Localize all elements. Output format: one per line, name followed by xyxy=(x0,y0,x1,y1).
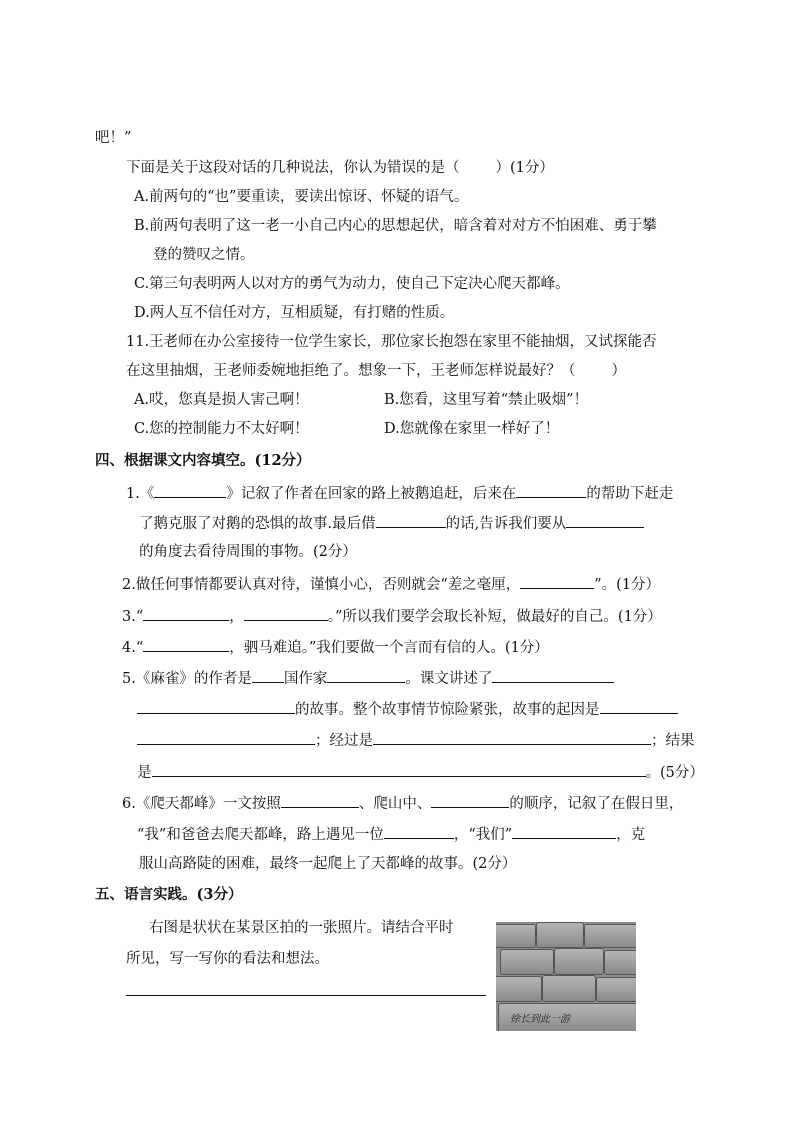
s4-item1-line1: 1.《 》记叙了作者在回家的路上被鹅追赶，后来在 的帮助下赶走 xyxy=(126,482,673,504)
blank-field[interactable] xyxy=(281,792,359,808)
q11-option-d: D.您就像在家里一样好了！ xyxy=(384,421,560,437)
s4-item1-line2: 了鹅克服了对鹅的恐惧的故事.最后借 的话,告诉我们要从 xyxy=(139,512,644,534)
blank-field[interactable] xyxy=(244,605,328,621)
q11-option-a: A.哎，您真是损人害己啊！ xyxy=(134,392,309,408)
blank-field[interactable] xyxy=(600,698,678,714)
blank-field[interactable] xyxy=(566,512,644,528)
q10-option-c: C.第三句表明两人以对方的勇气为动力，使自己下定决心爬天都峰。 xyxy=(134,276,570,292)
s4-item5-line3: ；经过是 ；结果 xyxy=(137,729,695,751)
q10-stem: 下面是关于这段对话的几种说法，你认为错误的是（ ）(1分） xyxy=(126,160,554,176)
blank-field[interactable] xyxy=(327,667,405,683)
blank-field[interactable] xyxy=(143,636,229,652)
brick xyxy=(584,924,636,948)
s4-item2: 2.做任何事情都要认真对待，谨慎小心，否则就会“差之毫厘， ”。(1分） xyxy=(122,573,660,595)
s5-prompt-line1: 右图是状状在某景区拍的一张照片。请结合平时 xyxy=(149,920,454,936)
s5-prompt-line2: 所见，写一写你的看法和想法。 xyxy=(126,951,329,967)
brick xyxy=(496,924,536,948)
brick xyxy=(596,977,636,1002)
q11-stem-line2: 在这里抽烟，王老师委婉地拒绝了。想象一下，王老师怎样说最好？（ ） xyxy=(126,363,626,379)
s4-item1-line3: 的角度去看待周围的事物。(2分） xyxy=(139,544,357,560)
brick xyxy=(542,975,596,1002)
s4-item5-line2: 的故事。整个故事情节惊险紧张，故事的起因是 xyxy=(137,698,678,720)
photo-graffiti-text: 徐长到此一游 xyxy=(510,1014,570,1025)
brick xyxy=(604,950,636,975)
q11-stem-line1: 11.王老师在办公室接待一位学生家长，那位家长抱怨在家里不能抽烟，又试探能否 xyxy=(126,334,657,350)
top-fragment: 吧！” xyxy=(95,130,132,146)
blank-field[interactable] xyxy=(376,512,446,528)
q11-option-b: B.您看，这里写着“禁止吸烟”！ xyxy=(384,392,589,408)
blank-field[interactable] xyxy=(512,823,616,839)
s4-item4: 4.“ ，驷马难追。”我们要做一个言而有信的人。(1分） xyxy=(122,636,549,658)
blank-field[interactable] xyxy=(137,729,315,745)
brick xyxy=(500,949,554,975)
blank-field[interactable] xyxy=(152,761,646,777)
s4-item6-line1: 6.《爬天都峰》一文按照 、爬山中、 的顺序，记叙了在假日里， xyxy=(122,792,683,814)
brick xyxy=(496,976,542,1002)
blank-field[interactable] xyxy=(516,482,586,498)
brick xyxy=(554,948,604,975)
brick xyxy=(536,922,584,948)
q10-option-d: D.两人互不信任对方，互相质疑，有打赌的性质。 xyxy=(134,305,455,321)
blank-field[interactable] xyxy=(373,729,651,745)
q11-option-c: C.您的控制能力不太好啊！ xyxy=(134,421,309,437)
blank-field[interactable] xyxy=(154,482,226,498)
q10-option-a: A.前两句的“也”要重读，要读出惊讶、怀疑的语气。 xyxy=(134,189,469,205)
q10-option-b-cont: 登的赞叹之情。 xyxy=(153,247,255,263)
s4-item3: 3.“ ， 。”所以我们要学会取长补短，做最好的自己。(1分） xyxy=(122,605,662,627)
section4-heading: 四、根据课文内容填空。(12分） xyxy=(95,452,311,469)
scenic-graffiti-photo xyxy=(496,922,636,1031)
s4-item5-line1: 5.《麻雀》的作者是 国作家 。课文讲述了 xyxy=(122,667,614,689)
s4-item5-line4: 是 。(5分） xyxy=(137,761,704,783)
blank-field[interactable] xyxy=(431,792,509,808)
blank-field[interactable] xyxy=(143,605,229,621)
blank-field[interactable] xyxy=(252,667,284,683)
q10-option-b: B.前两句表明了这一老一小自己内心的思想起伏，暗含着对对方不怕困难、勇于攀 xyxy=(134,218,657,234)
blank-field[interactable] xyxy=(137,698,295,714)
section5-heading: 五、语言实践。(3分） xyxy=(95,886,243,903)
blank-field[interactable] xyxy=(492,667,614,683)
s4-item6-line2: “我”和爸爸去爬天都峰，路上遇见一位 ，“我们” ，克 xyxy=(137,823,645,845)
blank-field[interactable] xyxy=(520,573,594,589)
s5-answer-line[interactable] xyxy=(126,995,486,996)
blank-field[interactable] xyxy=(384,823,454,839)
s4-item6-line3: 服山高路陡的困难，最终一起爬上了天都峰的故事。(2分） xyxy=(139,856,517,872)
